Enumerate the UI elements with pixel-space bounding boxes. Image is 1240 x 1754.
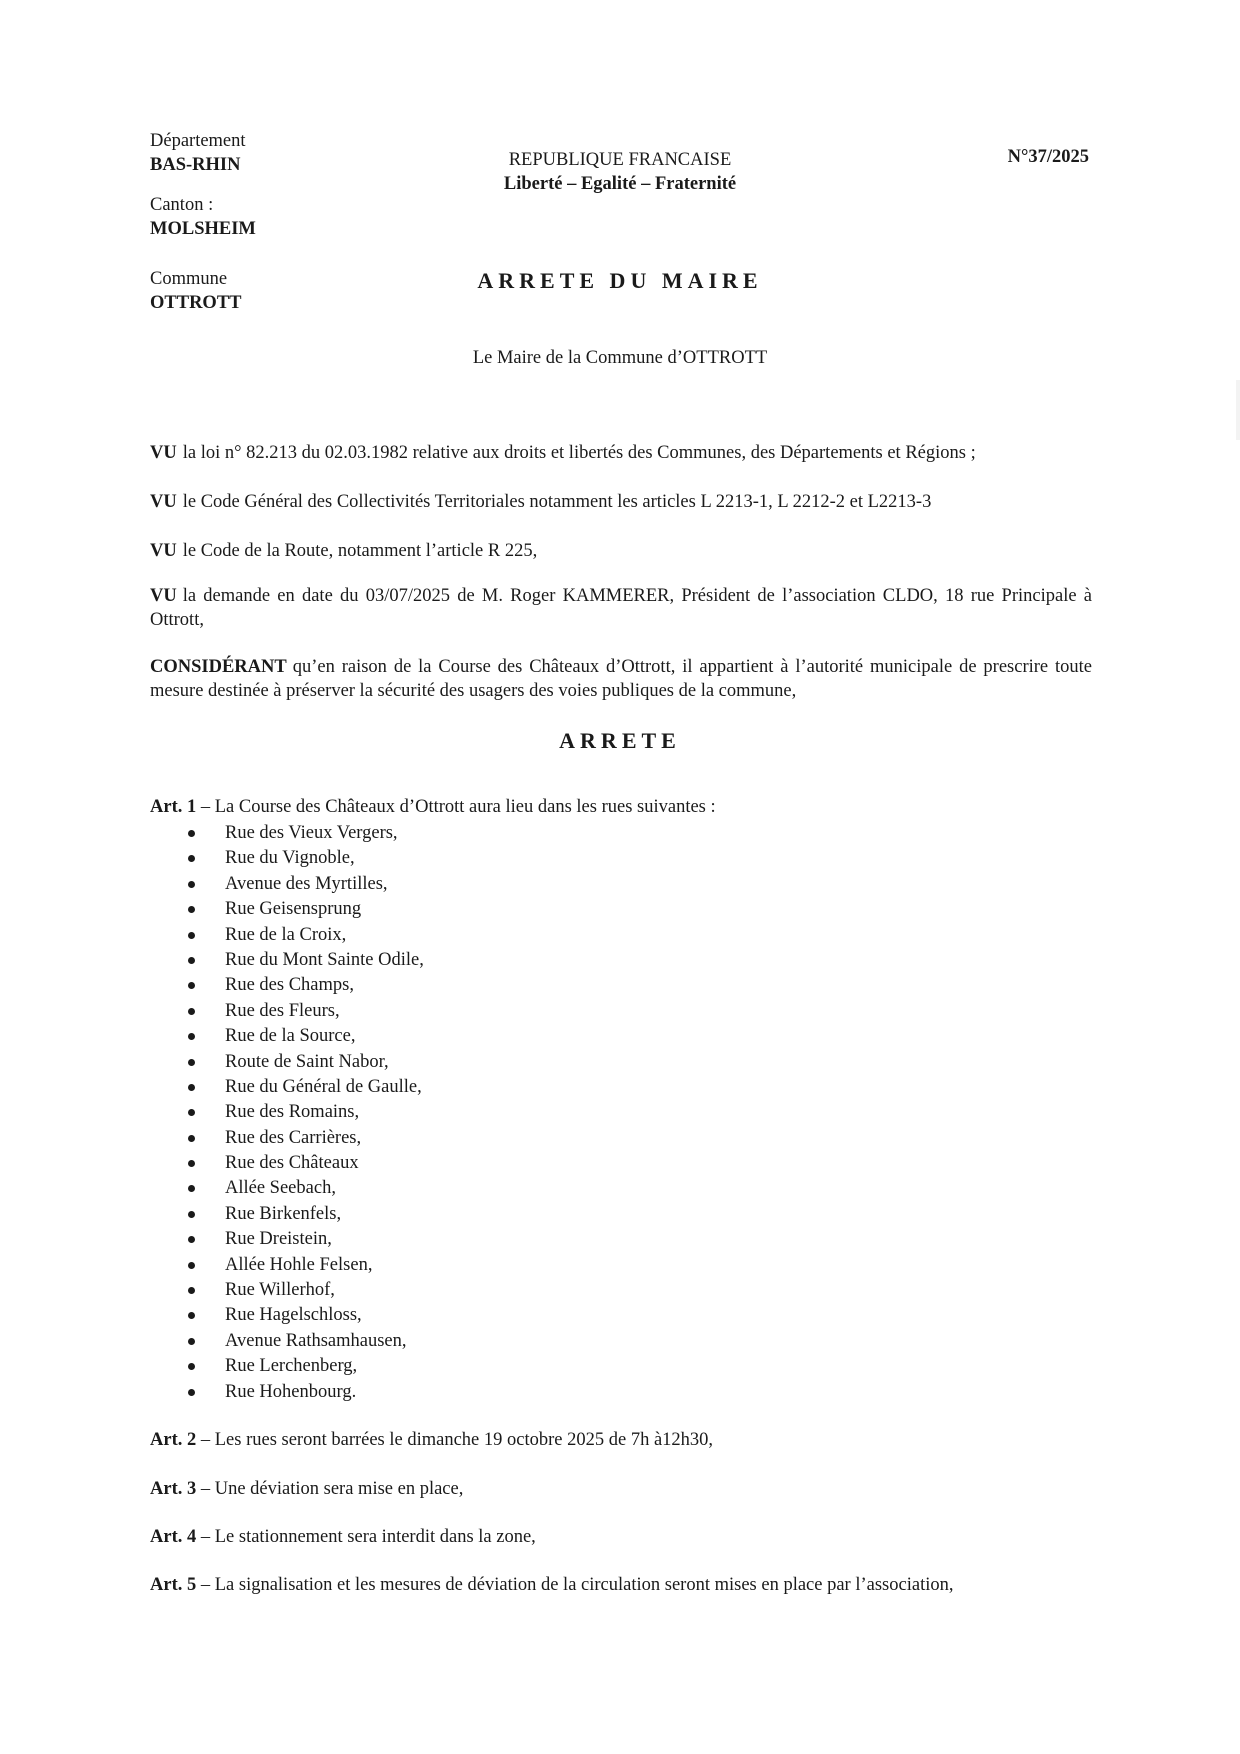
bullet-icon — [188, 1338, 195, 1345]
street-name: Rue de la Source, — [225, 1026, 356, 1047]
list-item — [150, 1202, 424, 1227]
bullet-icon — [188, 1059, 195, 1066]
street-name: Allée Hohle Felsen, — [225, 1254, 373, 1275]
commune-value: OTTROTT — [150, 293, 242, 313]
republique-label: REPUBLIQUE FRANCAISE — [508, 150, 732, 170]
vu-paragraph — [150, 441, 1092, 465]
list-item — [150, 1100, 424, 1125]
departement-block — [150, 129, 410, 177]
bullet-icon — [188, 1211, 195, 1218]
bullet-icon — [188, 906, 195, 913]
article-5 — [150, 1573, 1092, 1597]
considerant-paragraph — [150, 655, 1092, 703]
article-text: – La Course des Châteaux d’Ottrott aura lieu dans les rues suivantes : — [196, 797, 716, 817]
street-name: Rue du Vignoble, — [225, 848, 355, 869]
vu-paragraph — [150, 539, 1092, 563]
bullet-icon — [188, 1084, 195, 1091]
article-text: – Le stationnement sera interdit dans la zone, — [196, 1527, 536, 1547]
bullet-icon — [188, 855, 195, 862]
street-name: Rue des Fleurs, — [225, 1000, 340, 1021]
list-item — [150, 1303, 424, 1328]
list-item — [150, 821, 424, 846]
bullet-icon — [188, 1287, 195, 1294]
article-label: Art. 5 — [150, 1575, 197, 1595]
list-item — [150, 1253, 424, 1278]
article-text: – Les rues seront barrées le dimanche 19 octobre 2025 de 7h à12h30, — [196, 1430, 714, 1450]
bullet-icon — [188, 1262, 195, 1269]
article-1 — [150, 795, 1092, 819]
list-item — [150, 1050, 424, 1075]
bullet-icon — [188, 1008, 195, 1015]
list-item — [150, 1024, 424, 1049]
page-title: ARRETE DU MAIRE — [477, 268, 763, 293]
bullet-icon — [188, 957, 195, 964]
vu-text: la loi n° 82.213 du 02.03.1982 relative aux droits et libertés des Communes, des Départements et Régions ; — [182, 443, 976, 463]
bullet-icon — [188, 1389, 195, 1396]
street-name: Rue Hohenbourg. — [225, 1381, 357, 1402]
departement-label: Département — [150, 131, 246, 151]
bullet-icon — [188, 932, 195, 939]
arrete-heading: ARRETE — [559, 728, 681, 753]
street-name: Avenue des Myrtilles, — [225, 873, 388, 894]
list-item — [150, 1227, 424, 1252]
street-name: Rue Dreistein, — [225, 1229, 332, 1250]
bullet-icon — [188, 881, 195, 888]
vu-text: la demande en date du 03/07/2025 de M. Roger KAMMERER, Président de l’association CLDO, 18 rue Principale à Ottrott, — [150, 586, 1092, 630]
canton-value: MOLSHEIM — [150, 219, 256, 239]
bullet-icon — [188, 1033, 195, 1040]
article-label: Art. 1 — [150, 797, 197, 817]
bullet-icon — [188, 1312, 195, 1319]
arrete-number: N°37/2025 — [1007, 147, 1089, 167]
article-label: Art. 4 — [150, 1527, 197, 1547]
vu-keyword: VU — [150, 492, 177, 512]
street-name: Rue de la Croix, — [225, 924, 347, 945]
article-4 — [150, 1525, 1092, 1549]
commune-label: Commune — [150, 269, 228, 289]
bullet-icon — [188, 1185, 195, 1192]
administrative-header — [150, 129, 410, 331]
street-list — [150, 821, 424, 1405]
list-item — [150, 1380, 424, 1405]
street-name: Rue des Champs, — [225, 975, 354, 996]
list-item — [150, 897, 424, 922]
list-item — [150, 1278, 424, 1303]
article-2 — [150, 1428, 1092, 1452]
canton-label: Canton : — [150, 195, 214, 215]
list-item — [150, 1151, 424, 1176]
considerant-text: qu’en raison de la Course des Châteaux d’Ottrott, il appartient à l’autorité municipale de prescrire toute mesure destinée à préserver la sécurité des usagers des voies publiques de la commune, — [150, 657, 1092, 701]
list-item — [150, 1176, 424, 1201]
article-label: Art. 3 — [150, 1479, 197, 1499]
street-name: Rue des Châteaux — [225, 1153, 359, 1174]
street-name: Rue du Mont Sainte Odile, — [225, 949, 424, 970]
list-item — [150, 999, 424, 1024]
article-text: – La signalisation et les mesures de déviation de la circulation seront mises en place par l’association, — [196, 1575, 954, 1595]
article-label: Art. 2 — [150, 1430, 197, 1450]
list-item — [150, 948, 424, 973]
list-item — [150, 923, 424, 948]
list-item — [150, 846, 424, 871]
vu-paragraph — [150, 584, 1092, 632]
bullet-icon — [188, 1160, 195, 1167]
street-name: Route de Saint Nabor, — [225, 1051, 389, 1072]
list-item — [150, 1329, 424, 1354]
considerant-keyword: CONSIDÉRANT — [150, 657, 287, 677]
list-item — [150, 1075, 424, 1100]
article-text: – Une déviation sera mise en place, — [196, 1479, 464, 1499]
page-subtitle: Le Maire de la Commune d’OTTROTT — [472, 348, 768, 368]
vu-paragraph — [150, 490, 1092, 514]
commune-block — [150, 267, 410, 315]
vu-keyword: VU — [150, 443, 177, 463]
bullet-icon — [188, 830, 195, 837]
vu-keyword: VU — [150, 541, 177, 561]
list-item — [150, 872, 424, 897]
bullet-icon — [188, 1135, 195, 1142]
list-item — [150, 973, 424, 998]
devise: Liberté – Egalité – Fraternité — [503, 174, 737, 194]
scan-edge-mark — [1236, 380, 1240, 440]
street-name: Rue Lerchenberg, — [225, 1356, 358, 1377]
bullet-icon — [188, 1363, 195, 1370]
street-name: Rue du Général de Gaulle, — [225, 1076, 422, 1097]
street-name: Rue des Vieux Vergers, — [225, 823, 398, 843]
vu-text: le Code de la Route, notamment l’article R 225, — [182, 541, 538, 561]
street-name: Rue Hagelschloss, — [225, 1305, 362, 1326]
street-name: Rue des Romains, — [225, 1102, 360, 1123]
street-name: Rue des Carrières, — [225, 1127, 362, 1148]
street-name: Avenue Rathsamhausen, — [225, 1330, 407, 1351]
list-item — [150, 1354, 424, 1379]
departement-value: BAS-RHIN — [150, 155, 241, 175]
canton-block — [150, 193, 410, 241]
street-name: Allée Seebach, — [225, 1178, 336, 1199]
street-name: Rue Willerhof, — [225, 1280, 335, 1301]
bullet-icon — [188, 982, 195, 989]
bullet-icon — [188, 1236, 195, 1243]
vu-keyword: VU — [150, 586, 177, 606]
street-name: Rue Birkenfels, — [225, 1203, 342, 1224]
list-item — [150, 1126, 424, 1151]
bullet-icon — [188, 1109, 195, 1116]
article-3 — [150, 1477, 1092, 1501]
street-name: Rue Geisensprung — [225, 899, 362, 920]
vu-text: le Code Général des Collectivités Territoriales notamment les articles L 2213-1, L 2212-2 et L2213-3 — [182, 492, 932, 512]
republique-block — [400, 148, 840, 196]
